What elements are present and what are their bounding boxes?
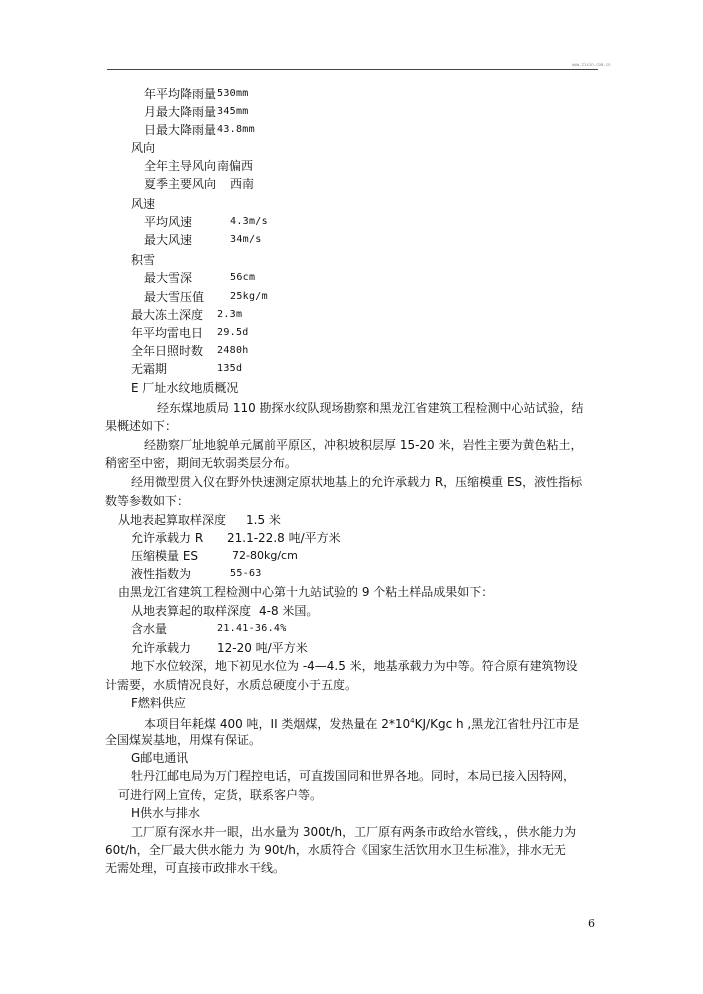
snow-heading: 积雪 xyxy=(131,253,156,267)
section-e-para1-line2: 果概述如下： xyxy=(105,419,178,433)
section-e-para1-line1: 经东煤地质局 110 勘探水纹队现场勘察和黑龙江省建筑工程检测中心站试验，结 xyxy=(157,401,584,415)
liquidity-label: 液性指数为 xyxy=(131,567,192,581)
frost-free-label: 无霜期 xyxy=(131,362,168,376)
bearing2-label: 允许承载力 xyxy=(131,641,192,655)
sunshine-hours-label: 全年日照时数 xyxy=(131,344,204,358)
section-f-line2: 全国煤炭基地，用煤有保证。 xyxy=(105,733,262,747)
section-e-para3-line1: 经用微型贯入仪在野外快速测定原状地基上的允许承载力 R，压缩模重 ES，液性指标 xyxy=(131,475,583,489)
section-f-exponent: 4 xyxy=(410,717,415,725)
section-e-para4: 由黑龙江省建筑工程检测中心第十九站试验的 9 个粘土样品成果如下： xyxy=(118,585,494,599)
section-h-heading: H供水与排水 xyxy=(131,806,201,820)
rain-month-value: 345mm xyxy=(217,106,249,117)
sample-depth-value: 1.5 米 xyxy=(246,513,281,527)
section-e-para5-line1: 地下水位较深，地下初见水位为 -4—4.5 米，地基承载力为中等。符合原有建筑物设 xyxy=(131,659,578,673)
sunshine-hours-value: 2480h xyxy=(217,345,249,356)
section-f-line1-b: KJ/Kgc h ,黑龙江省牡丹江市是 xyxy=(414,717,580,731)
snow-load-value: 25kg/m xyxy=(230,291,268,302)
wind-summer-label: 夏季主要风向 xyxy=(144,177,217,191)
section-g-line1: 牡丹江邮电局为万门程控电话，可直拨国同和世界各地。同时，本局已接入因特网， xyxy=(131,769,576,783)
section-g-heading: G邮电通讯 xyxy=(131,751,189,765)
wind-all-value: 南偏西 xyxy=(217,159,254,173)
section-h-line1: 工厂原有深水井一眼，出水量为 300t/h，工厂原有两条市政给水管线，，供水能力为 xyxy=(131,825,577,839)
bearing-r-label: 允许承载力 R xyxy=(131,531,204,545)
section-h-line2: 60t/h，全厂最大供水能力 为 90t/h，水质符合《国家生活饮用水卫生标准》，排水无无 xyxy=(105,843,566,857)
rain-avg-value: 530mm xyxy=(217,88,249,99)
rain-day-value: 43.8mm xyxy=(217,124,255,135)
wind-direction-heading: 风向 xyxy=(131,141,156,155)
wind-summer-value: 西南 xyxy=(230,177,255,191)
liquidity-value: 55-63 xyxy=(230,568,262,579)
sample-depth-label: 从地表起算取样深度 xyxy=(118,513,227,527)
section-f-line1-a: 本项目年耗煤 400 吨，II 类烟煤，发热量在 2*10 xyxy=(144,717,411,731)
wind-speed-heading: 风速 xyxy=(131,197,156,211)
section-e-para2-line1: 经勘察厂址地貌单元属前平原区，冲积坡积层厚 15-20 米，岩性主要为黄色粘土， xyxy=(144,438,583,452)
section-g-line2: 可进行网上宣传，定货，联系客户等。 xyxy=(118,788,323,802)
rain-avg-label: 年平均降雨量 xyxy=(144,87,217,101)
section-e-para2-line2: 稍密至中密，期间无软弱类层分布。 xyxy=(105,456,298,470)
sample-depth2-value: 4-8 米国。 xyxy=(259,604,319,618)
bearing-r-value: 21.1-22.8 吨/平方米 xyxy=(227,531,341,545)
modulus-value: 72-80kg/cm xyxy=(232,549,298,562)
header-rule xyxy=(107,69,598,70)
page-number: 6 xyxy=(588,917,595,930)
section-e-para5-line2: 计需要，水质情况良好，水质总硬度小于五度。 xyxy=(105,678,358,692)
wind-all-label: 全年主导风向 xyxy=(144,159,217,173)
rain-day-label: 日最大降雨量 xyxy=(144,123,217,137)
frost-free-value: 135d xyxy=(217,363,243,374)
thunder-days-label: 年平均雷电日 xyxy=(131,326,204,340)
speed-max-label: 最大风速 xyxy=(144,233,193,247)
header-watermark: www.zixin.com.cn xyxy=(572,62,611,67)
snow-depth-value: 56cm xyxy=(230,272,256,283)
frost-depth-label: 最大冻土深度 xyxy=(131,308,204,322)
rain-month-label: 月最大降雨量 xyxy=(144,105,217,119)
section-f-line1 xyxy=(144,713,579,732)
bearing2-value: 12-20 吨/平方米 xyxy=(217,641,308,655)
snow-load-label: 最大雪压值 xyxy=(144,290,205,304)
section-e-heading: E 厂址水纹地质概况 xyxy=(131,381,239,395)
water-content-value: 21.41-36.4% xyxy=(217,623,287,634)
sample-depth2-label: 从地表算起的取样深度 xyxy=(131,604,252,618)
frost-depth-value: 2.3m xyxy=(217,309,243,320)
snow-depth-label: 最大雪深 xyxy=(144,271,193,285)
section-e-para3-line2: 数等参数如下： xyxy=(105,494,190,508)
speed-avg-value: 4.3m/s xyxy=(230,216,268,227)
section-f-heading: F燃料供应 xyxy=(131,696,186,710)
modulus-label: 压缩模量 ES xyxy=(131,549,199,563)
water-content-label: 含水量 xyxy=(131,622,168,636)
section-h-line3: 无需处理，可直接市政排水干线。 xyxy=(105,861,286,875)
speed-avg-label: 平均风速 xyxy=(144,215,193,229)
speed-max-value: 34m/s xyxy=(230,234,262,245)
thunder-days-value: 29.5d xyxy=(217,327,249,338)
